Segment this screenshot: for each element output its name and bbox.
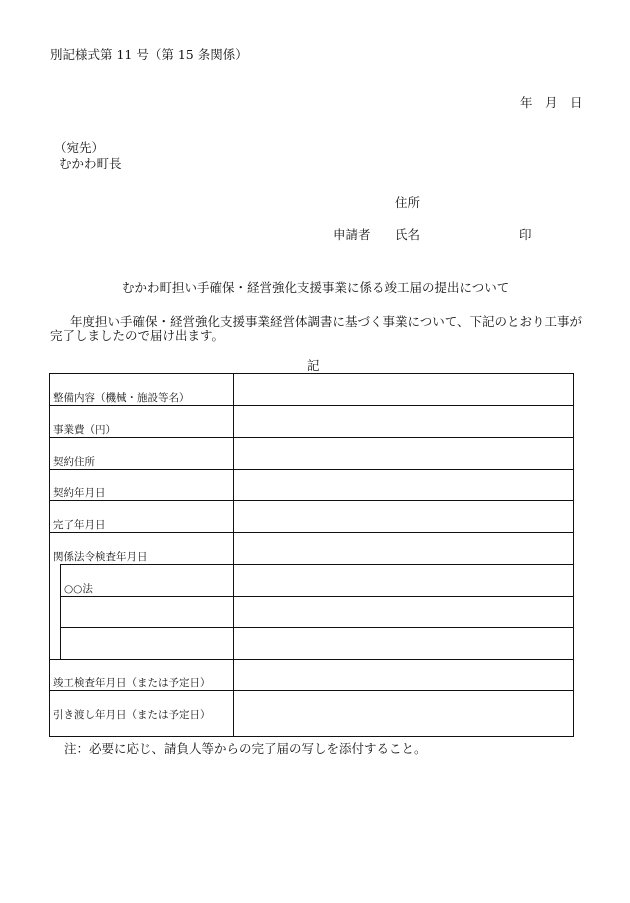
row-divider <box>50 405 573 406</box>
table-row-label-completion-date: 完了年月日 <box>53 519 106 531</box>
table-row-label-law-inspection-date: 関係法令検査年月日 <box>53 551 148 563</box>
table-row-label-cost: 事業費（円） <box>53 424 116 436</box>
address-label: 住所 <box>395 195 421 210</box>
name-label: 氏名 <box>395 227 421 242</box>
row-divider <box>50 532 573 533</box>
column-divider <box>233 374 234 736</box>
row-divider <box>50 500 573 501</box>
row-divider <box>60 596 573 597</box>
body-text-line-2: 完了しましたので届け出ます。 <box>50 328 225 343</box>
table-row-label-contract-address: 契約住所 <box>53 456 95 468</box>
footnote: 注：必要に応じ、請負人等からの完了届の写しを添付すること。 <box>64 741 427 756</box>
body-text-line-1: 年度担い手確保・経営強化支援事業経営体調書に基づく事業について、下記のとおり工事が <box>70 314 583 329</box>
date-line: 年 月 日 <box>520 95 583 110</box>
table-sub-row-label-law: ○○法 <box>64 583 93 595</box>
table-row-label-contract-date: 契約年月日 <box>53 487 106 499</box>
table-row-label-equipment: 整備内容（機械・施設等名） <box>53 392 190 404</box>
ki-marker: 記 <box>307 358 320 373</box>
row-divider <box>50 469 573 470</box>
row-divider <box>50 437 573 438</box>
row-divider <box>50 659 573 660</box>
row-divider <box>60 564 573 565</box>
form-number: 別記様式第 11 号（第 15 条関係） <box>50 47 248 62</box>
row-divider <box>50 690 573 691</box>
table-row-label-final-inspection-date: 竣工検査年月日（または予定日） <box>53 677 211 689</box>
applicant-label: 申請者 <box>333 227 371 242</box>
detail-table <box>49 373 574 737</box>
addressee-label: （宛先） <box>54 140 105 155</box>
seal-label: 印 <box>519 227 532 242</box>
addressee-name: むかわ町長 <box>59 156 122 171</box>
sub-row-indent-line <box>60 564 61 659</box>
document-title: むかわ町担い手確保・経営強化支援事業に係る竣工届の提出について <box>122 280 510 295</box>
row-divider <box>60 627 573 628</box>
table-row-label-handover-date: 引き渡し年月日（または予定日） <box>53 709 211 721</box>
